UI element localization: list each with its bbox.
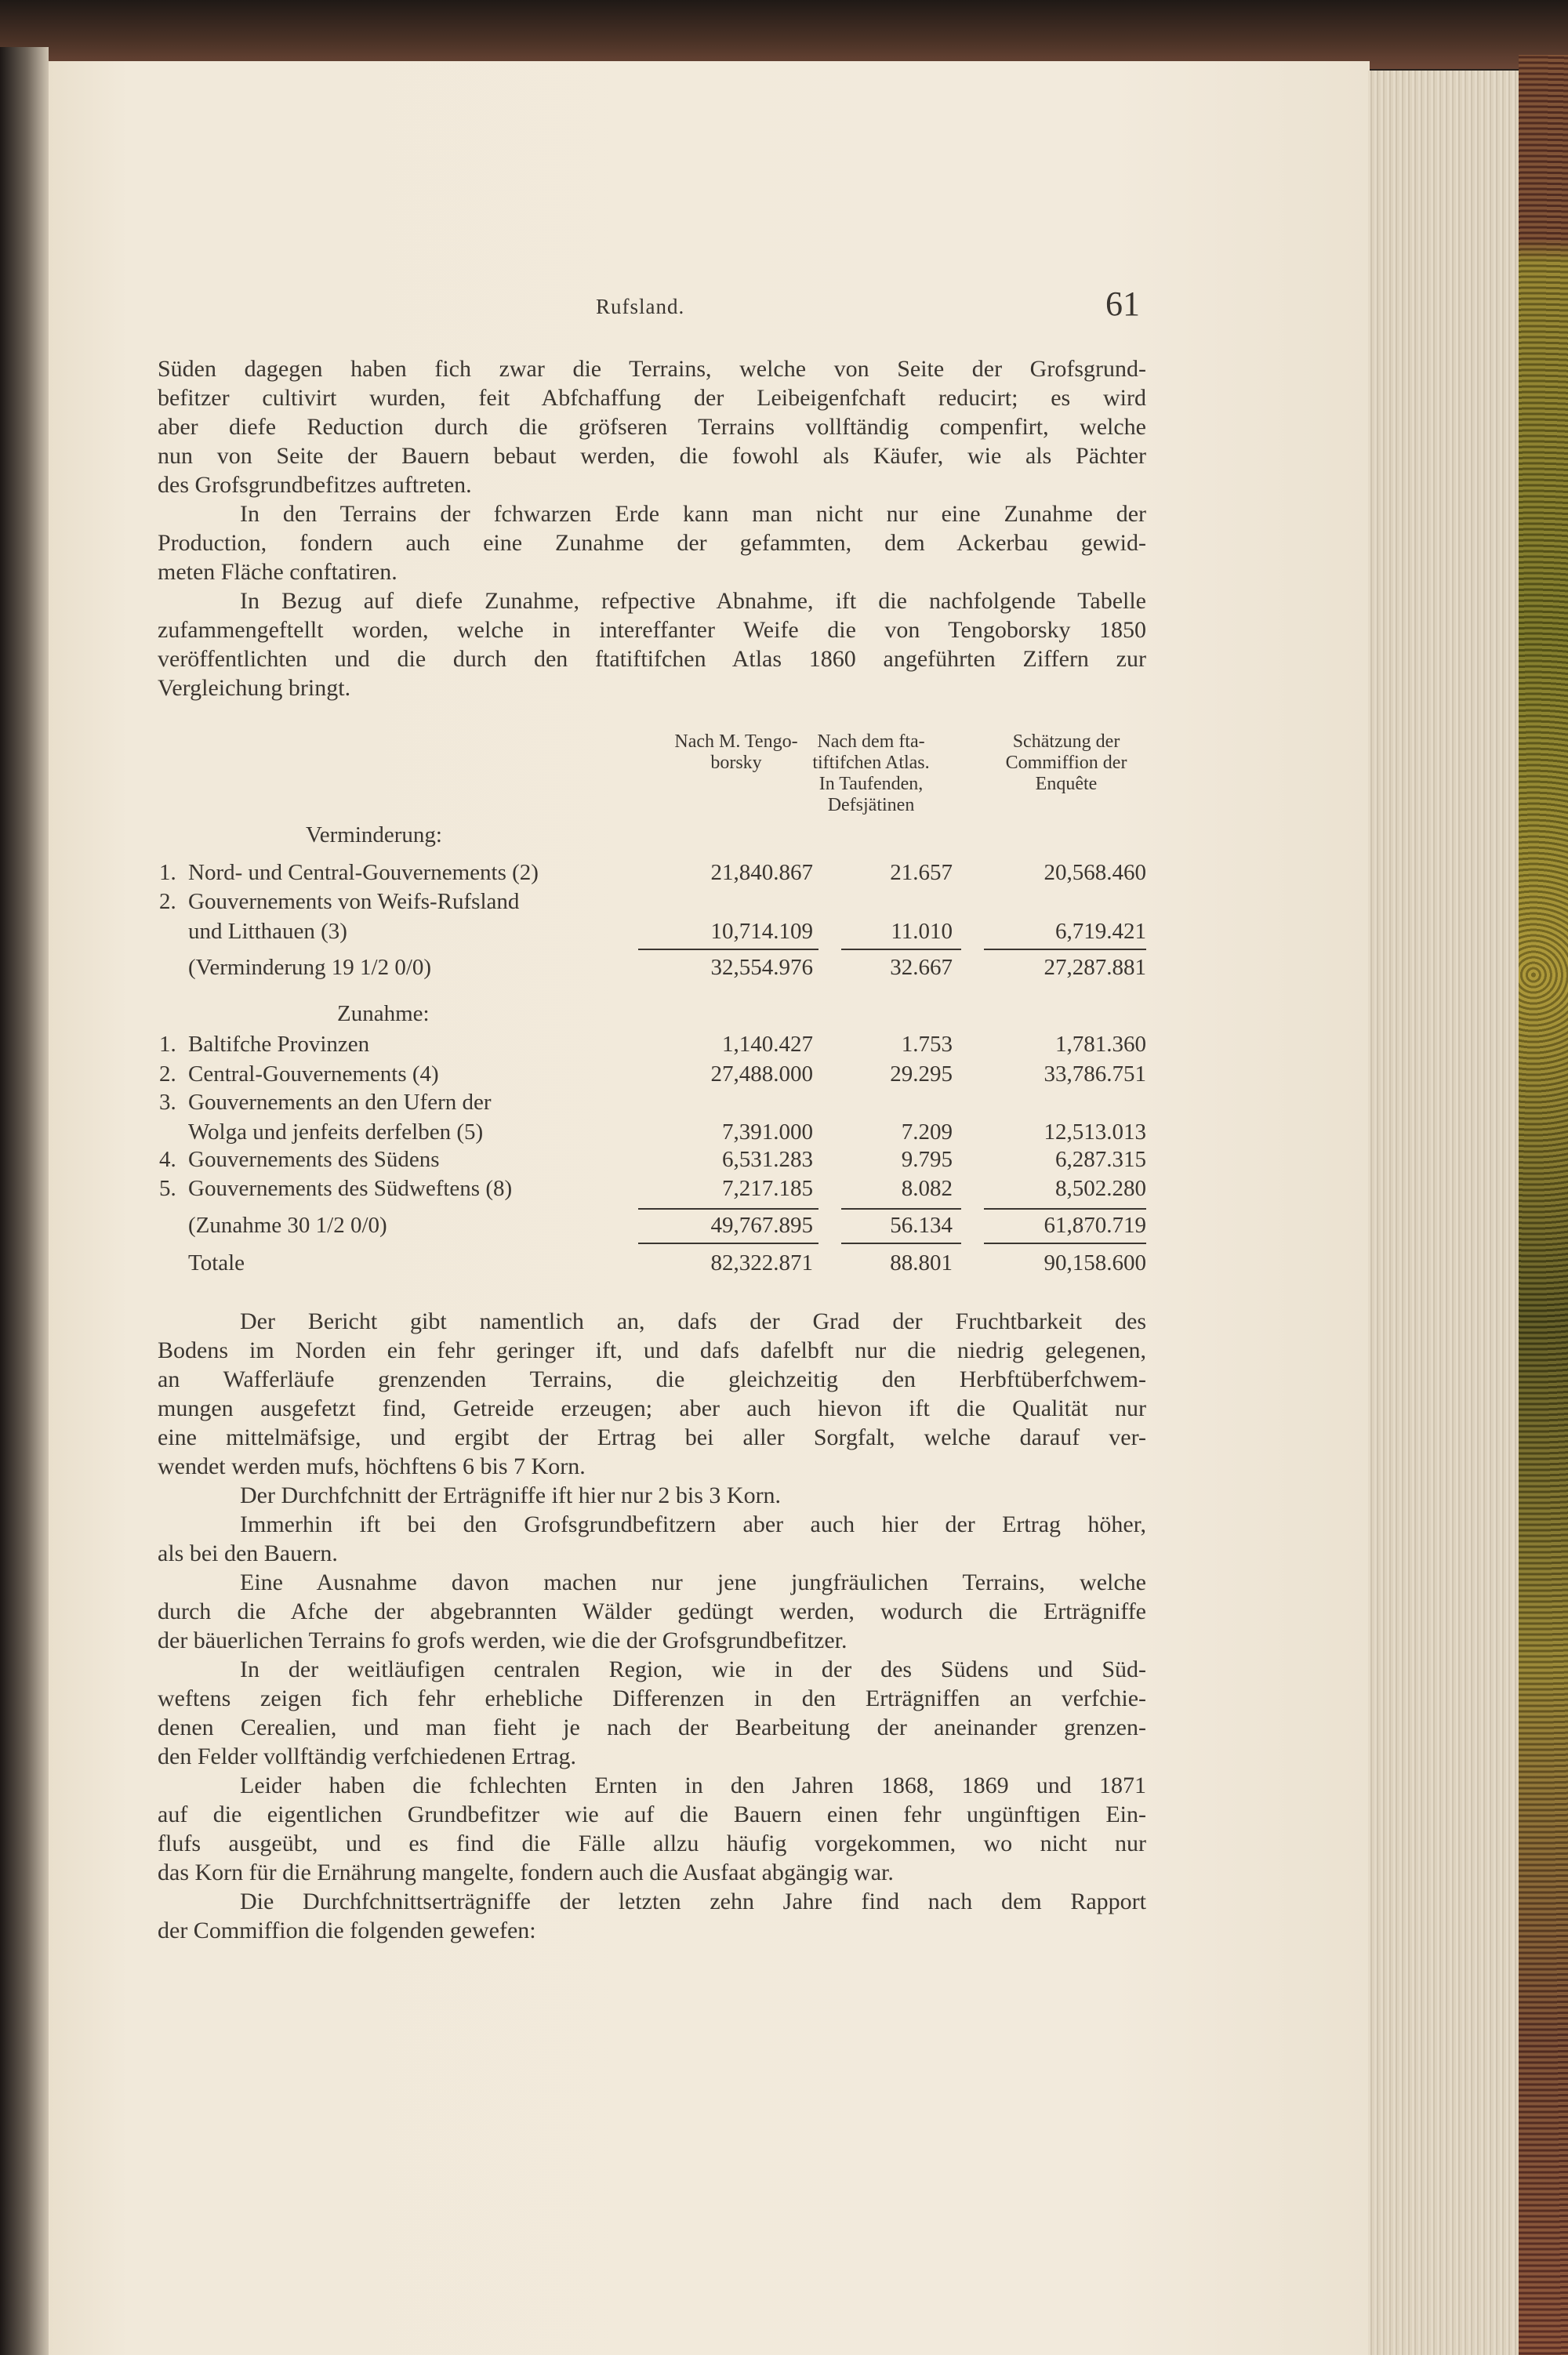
row-label: (Verminderung 19 1/2 0/0): [188, 955, 432, 980]
text-line: [158, 354, 1146, 383]
left-page-gutter: [0, 47, 49, 2355]
text-line-content: den Felder vollftändig verfchiedenen Ertrag.: [158, 1744, 576, 1769]
row-value: 56.134: [890, 1213, 953, 1238]
text-line-content: veröffentlichten und die durch den ftatiftifchen Atlas 1860 angeführten Ziffern zur: [158, 646, 1146, 672]
row-number: 1.: [159, 1032, 176, 1057]
text-line: [158, 1684, 1146, 1713]
text-line: [158, 1771, 1146, 1800]
text-line-content: Eine Ausnahme davon machen nur jene jungfräulichen Terrains, welche: [240, 1569, 1146, 1595]
row-value: 11.010: [891, 919, 953, 944]
text-line-content: Leider haben die fchlechten Ernten in den Jahren 1868, 1869 und 1871: [240, 1773, 1146, 1798]
table-rule: [638, 1208, 818, 1210]
text-line-content: flufs ausgeübt, und es find die Fälle allzu häufig vorgekommen, wo nicht nur: [158, 1831, 1146, 1856]
column-header: tiftifchen Atlas.: [812, 753, 930, 773]
text-line-content: des Grofsgrundbefitzes auftreten.: [158, 472, 472, 498]
text-line-content: denen Cerealien, und man fieht je nach der Bearbeitung der aneinander grenzen-: [158, 1715, 1146, 1740]
book-binding-top: [0, 0, 1568, 69]
row-value: 1.753: [901, 1032, 953, 1057]
table-rule: [984, 1243, 1146, 1244]
text-line-content: der Commiffion die folgenden gewefen:: [158, 1918, 536, 1943]
row-number: 5.: [159, 1176, 176, 1201]
column-header: Nach M. Tengo-: [674, 731, 798, 752]
text-line-content: Production, fondern auch eine Zunahme der gefammten, dem Ackerbau gewid-: [158, 530, 1146, 556]
row-value: 8.082: [901, 1176, 953, 1201]
text-line: [158, 470, 1146, 499]
text-line: [158, 1452, 1146, 1481]
row-value: 32.667: [890, 955, 953, 980]
body-text-bottom: [158, 1307, 1146, 1945]
row-value: 29.295: [890, 1061, 953, 1087]
section-heading-increase: Zunahme:: [337, 1001, 430, 1026]
row-value: 21,840.867: [710, 860, 813, 885]
row-label: Totale: [188, 1250, 245, 1275]
text-line: [158, 1539, 1146, 1568]
text-line-content: an Wafferläufe grenzenden Terrains, die gleichzeitig den Herbftüberfchwem-: [158, 1366, 1146, 1392]
text-line-content: Immerhin ift bei den Grofsgrundbefitzern aber auch hier der Ertrag höher,: [240, 1511, 1146, 1537]
text-line-content: wendet werden mufs, höchftens 6 bis 7 Korn.: [158, 1453, 586, 1479]
text-line: [158, 644, 1146, 673]
text-line-content: Süden dagegen haben fich zwar die Terrains, welche von Seite der Grofsgrund-: [158, 356, 1146, 382]
text-line: [158, 1394, 1146, 1423]
row-label: Baltifche Provinzen: [188, 1032, 370, 1057]
table-rule: [841, 1208, 961, 1210]
row-value: 90,158.600: [1044, 1250, 1146, 1275]
text-line: [158, 1713, 1146, 1742]
text-line-content: zufammengeftellt worden, welche in intereffanter Weife die von Tengoborsky 1850: [158, 617, 1146, 643]
row-value: 20,568.460: [1044, 860, 1146, 885]
text-line: [158, 1568, 1146, 1597]
row-value: 7.209: [901, 1119, 953, 1145]
text-line-content: Bodens im Norden ein fehr geringer ift, und dafs dafelbft nur die niedrig gelegenen,: [158, 1337, 1146, 1363]
row-value: 6,719.421: [1055, 919, 1146, 944]
table-rule: [984, 1208, 1146, 1210]
text-line: [158, 1829, 1146, 1858]
marbled-cover-edge: [1519, 55, 1568, 2355]
text-line-content: durch die Afche der abgebrannten Wälder gedüngt werden, wodurch die Erträgniffe: [158, 1598, 1146, 1624]
row-value: 21.657: [890, 860, 953, 885]
row-value: 6,287.315: [1055, 1147, 1146, 1172]
text-line-content: nun von Seite der Bauern bebaut werden, die fowohl als Käufer, wie als Pächter: [158, 443, 1146, 469]
table-rule: [638, 1243, 818, 1244]
text-line: [158, 412, 1146, 441]
text-line-content: Der Durchfchnitt der Erträgniffe ift hier nur 2 bis 3 Korn.: [240, 1482, 782, 1508]
text-line: [158, 528, 1146, 557]
text-line-content: befitzer cultivirt wurden, feit Abfchaffung der Leibeigenfchaft reducirt; es wird: [158, 385, 1146, 411]
text-line-content: In den Terrains der fchwarzen Erde kann man nicht nur eine Zunahme der: [240, 501, 1146, 527]
row-value: 33,786.751: [1044, 1061, 1146, 1087]
table-rule: [984, 949, 1146, 950]
text-line: [158, 1887, 1146, 1916]
row-value: 27,287.881: [1044, 955, 1146, 980]
text-line: [158, 1916, 1146, 1945]
row-value: 12,513.013: [1044, 1119, 1146, 1145]
row-label: Wolga und jenfeits derfelben (5): [188, 1119, 484, 1145]
text-line-content: aber diefe Reduction durch die gröfseren Terrains vollftändig compenfirt, welche: [158, 414, 1146, 440]
body-text-top: [158, 354, 1146, 702]
text-line: [158, 557, 1146, 586]
row-number: 2.: [159, 1061, 176, 1087]
text-line-content: Der Bericht gibt namentlich an, dafs der Grad der Fruchtbarkeit des: [240, 1308, 1146, 1334]
text-line-content: Vergleichung bringt.: [158, 675, 351, 701]
text-line-content: weftens zeigen fich fehr erhebliche Differenzen in den Erträgniffen an verfchie-: [158, 1686, 1146, 1711]
row-label: Gouvernements von Weifs-Rufsland: [188, 889, 520, 914]
text-line-content: auf die eigentlichen Grundbefitzer wie auf die Bauern einen fehr ungünftigen Ein-: [158, 1802, 1146, 1827]
row-value: 88.801: [890, 1250, 953, 1275]
row-number: 1.: [159, 860, 176, 885]
row-value: 7,217.185: [722, 1176, 813, 1201]
text-line-content: als bei den Bauern.: [158, 1540, 338, 1566]
column-header: Enquête: [1035, 774, 1098, 794]
table-rule: [841, 949, 961, 950]
row-value: 1,140.427: [722, 1032, 813, 1057]
text-line: [158, 1742, 1146, 1771]
row-label: Central-Gouvernements (4): [188, 1061, 439, 1087]
text-line-content: In der weitläufigen centralen Region, wie in der des Südens und Süd-: [240, 1656, 1146, 1682]
page-edges-stack: [1368, 71, 1519, 2355]
row-value: 82,322.871: [710, 1250, 813, 1275]
text-line-content: In Bezug auf diefe Zunahme, refpective Abnahme, ift die nachfolgende Tabelle: [240, 588, 1146, 614]
row-value: 10,714.109: [710, 919, 813, 944]
text-line: [158, 1336, 1146, 1365]
page-number: 61: [1105, 285, 1140, 323]
row-value: 27,488.000: [710, 1061, 813, 1087]
table-rule: [841, 1243, 961, 1244]
text-line: [158, 1510, 1146, 1539]
row-label: Nord- und Central-Gouvernements (2): [188, 860, 539, 885]
text-line: [158, 1626, 1146, 1655]
text-line: [158, 383, 1146, 412]
text-line: [158, 1597, 1146, 1626]
row-number: 2.: [159, 889, 176, 914]
row-value: 6,531.283: [722, 1147, 813, 1172]
text-line-content: mungen ausgefetzt find, Getreide erzeugen; aber auch hievon ift die Qualität nur: [158, 1395, 1146, 1421]
text-line: [158, 1423, 1146, 1452]
text-line: [158, 1655, 1146, 1684]
text-line-content: das Korn für die Ernährung mangelte, fondern auch die Ausfaat abgängig war.: [158, 1860, 894, 1885]
row-number: 4.: [159, 1147, 176, 1172]
text-line: [158, 615, 1146, 644]
text-line: [158, 1307, 1146, 1336]
text-line-content: der bäuerlichen Terrains fo grofs werden, wie die der Grofsgrundbefitzer.: [158, 1627, 848, 1653]
running-head: Rufsland.: [596, 295, 685, 318]
text-line: [158, 1800, 1146, 1829]
row-value: 49,767.895: [710, 1213, 813, 1238]
row-label: (Zunahme 30 1/2 0/0): [188, 1213, 387, 1238]
row-label: und Litthauen (3): [188, 919, 347, 944]
column-header: In Taufenden,: [818, 774, 924, 794]
column-header: Schätzung der: [1012, 731, 1120, 752]
row-value: 32,554.976: [710, 955, 813, 980]
column-header: borsky: [710, 753, 762, 773]
text-line-content: meten Fläche conftatiren.: [158, 559, 397, 585]
row-number: 3.: [159, 1090, 176, 1115]
row-value: 9.795: [901, 1147, 953, 1172]
table-rule: [638, 949, 818, 950]
text-line-content: Die Durchfchnittserträgniffe der letzten zehn Jahre find nach dem Rapport: [240, 1889, 1146, 1914]
row-value: 8,502.280: [1055, 1176, 1146, 1201]
text-line: [158, 499, 1146, 528]
text-line-content: eine mittelmäfsige, und ergibt der Ertrag bei aller Sorgfalt, welche darauf ver-: [158, 1424, 1146, 1450]
text-line: [158, 586, 1146, 615]
section-heading-decrease: Verminderung:: [306, 822, 442, 847]
text-line: [158, 673, 1146, 702]
row-label: Gouvernements des Südweftens (8): [188, 1176, 513, 1201]
column-header: Commiffion der: [1005, 753, 1127, 773]
column-header: Nach dem fta-: [817, 731, 925, 752]
text-line: [158, 1365, 1146, 1394]
row-label: Gouvernements des Südens: [188, 1147, 440, 1172]
row-value: 1,781.360: [1055, 1032, 1146, 1057]
row-value: 7,391.000: [722, 1119, 813, 1145]
text-line: [158, 1481, 1146, 1510]
text-line: [158, 1858, 1146, 1887]
text-line: [158, 441, 1146, 470]
column-header: Defsjätinen: [827, 795, 915, 815]
row-label: Gouvernements an den Ufern der: [188, 1090, 492, 1115]
row-value: 61,870.719: [1044, 1213, 1146, 1238]
